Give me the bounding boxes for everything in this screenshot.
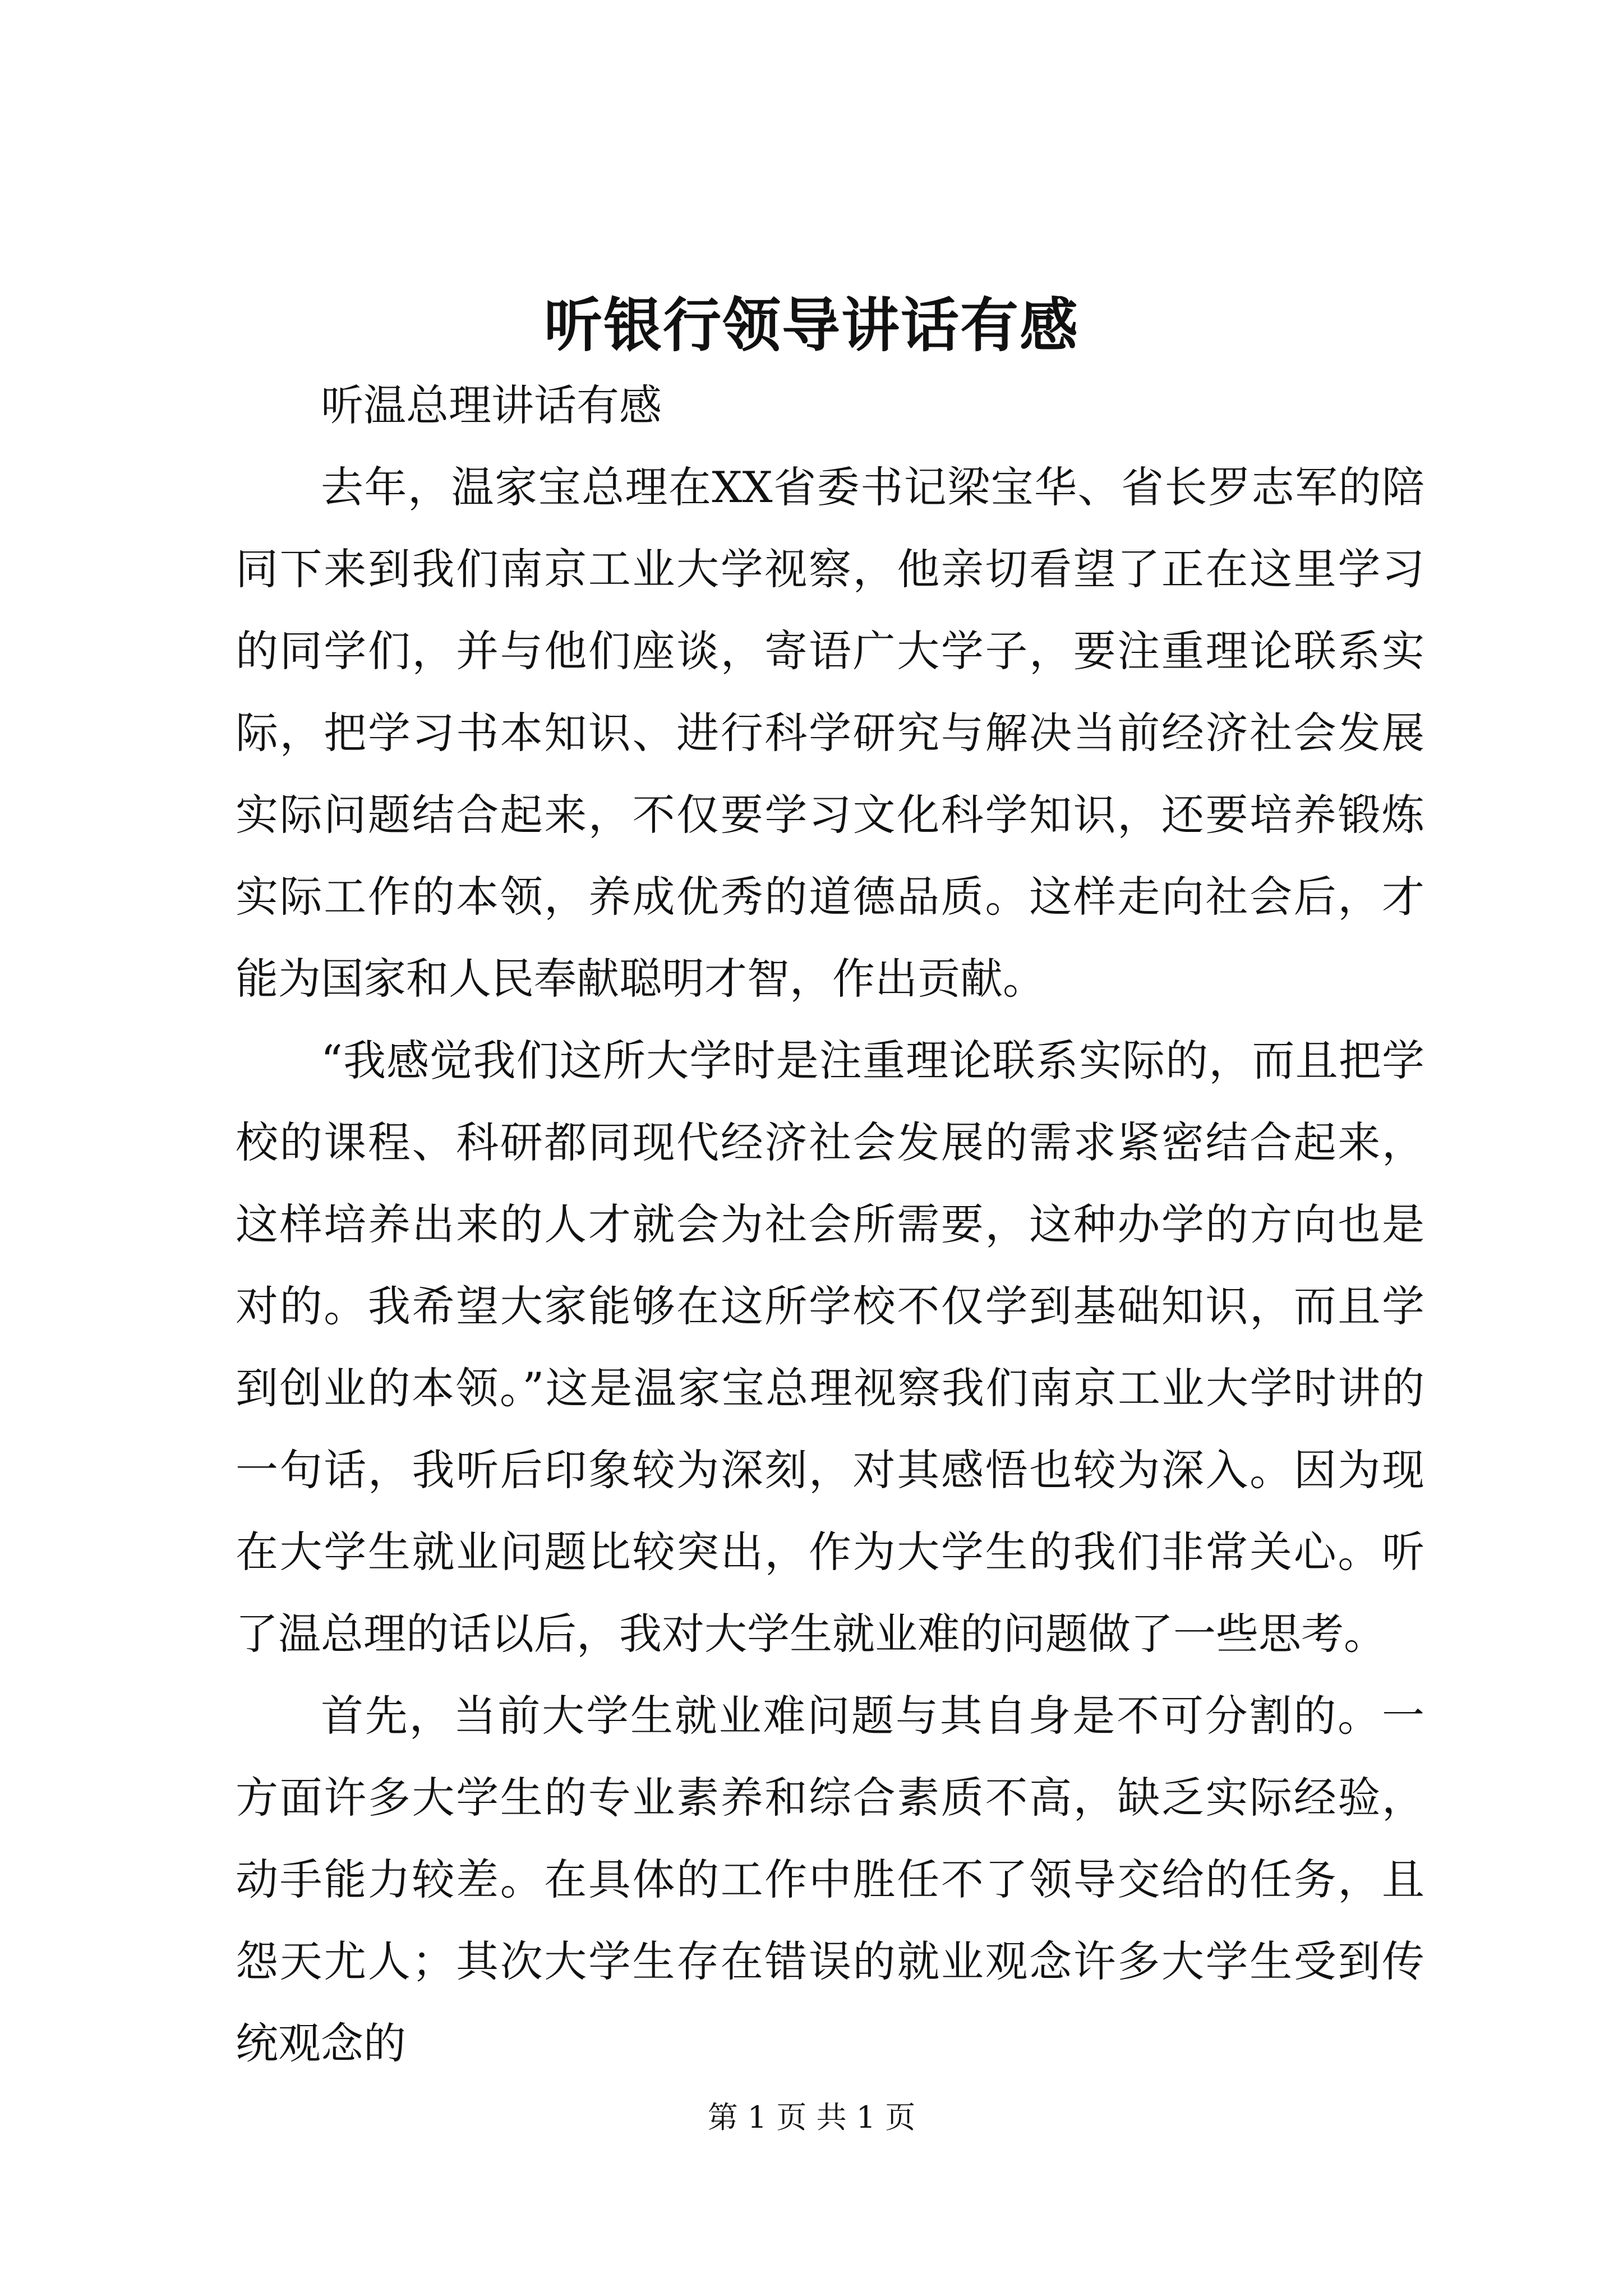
document-body (236, 365, 1424, 2085)
body-paragraph: “我感觉我们这所大学时是注重理论联系实际的，而且把学校的课程、科研都同现代经济社会发展的需求紧密结合起来，这样培养出来的人才就会为社会所需要，这种办学的方向也是对的。我希望大家能够在这所学校不仅学到基础知识，而且学到创业的本领。”这是温家宝总理视察我们南京工业大学时讲的一句话，我听后印象较为深刻，对其感悟也较为深入。因为现在大学生就业问题比较突出，作为大学生的我们非常关心。听了温总理的话以后，我对大学生就业难的问题做了一些思考。 (236, 1036, 1424, 1659)
body-paragraph: 首先，当前大学生就业难问题与其自身是不可分割的。一方面许多大学生的专业素养和综合素质不高，缺乏实际经验，动手能力较差。在具体的工作中胜任不了领导交给的任务，且怨天尤人；其次大学生存在错误的就业观念许多大学生受到传统观念的 (236, 1691, 1424, 2068)
body-paragraph: 去年，温家宝总理在XX省委书记梁宝华、省长罗志军的陪同下来到我们南京工业大学视察，他亲切看望了正在这里学习的同学们，并与他们座谈，寄语广大学子，要注重理论联系实际，把学习书本知识、进行科学研究与解决当前经济社会发展实际问题结合起来，不仅要学习文化科学知识，还要培养锻炼实际工作的本领，养成优秀的道德品质。这样走向社会后，才能为国家和人民奉献聪明才智，作出贡献。 (236, 462, 1424, 1004)
document-title: 听银行领导讲话有感 (543, 291, 1079, 360)
subtitle-paragraph: 听温总理讲话有感 (321, 380, 662, 430)
page-number-footer: 第 1 页 共 1 页 (707, 2100, 916, 2135)
